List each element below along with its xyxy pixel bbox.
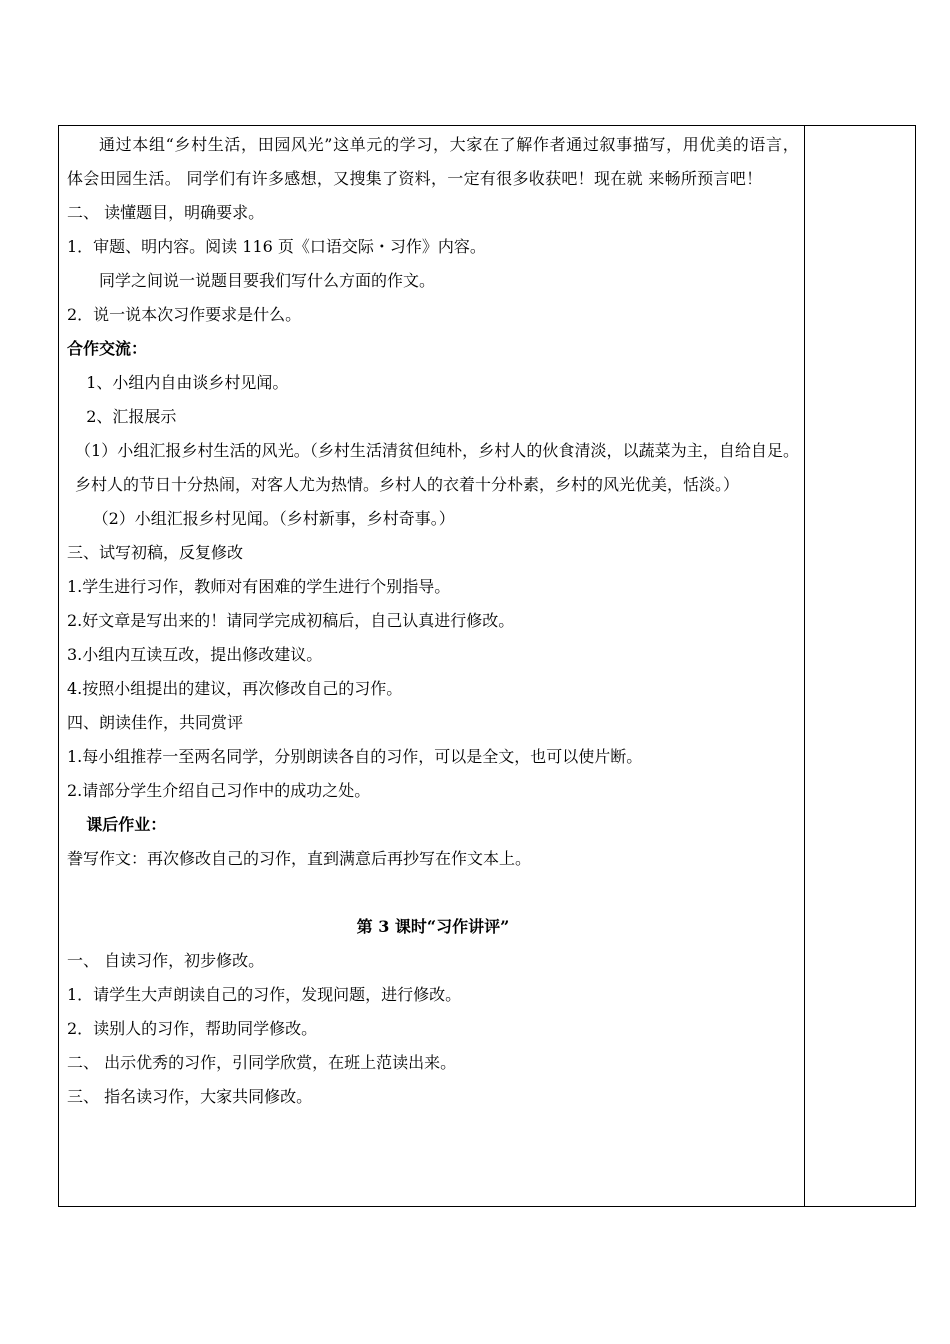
section-3-item-2: 2.好文章是写出来的！请同学完成初稿后，自己认真进行修改。 [67,611,515,630]
lesson-3-item-1-1: 1．请学生大声朗读自己的习作，发现问题，进行修改。 [67,985,462,1004]
section-3-heading: 三、试写初稿，反复修改 [67,543,244,562]
cooperation-item-2-2: （2）小组汇报乡村见闻。（乡村新事，乡村奇事。） [92,509,455,528]
cooperation-item-2: 2、汇报展示 [86,407,177,426]
lesson-plan-table [58,125,916,1207]
section-2-item-1-detail: 同学之间说一说题目要我们写什么方面的作文。 [99,271,436,290]
section-2-item-1: 1．审题、明内容。阅读 116 页《口语交际・习作》内容。 [67,237,486,256]
cooperation-item-2-1: （1）小组汇报乡村生活的风光。（乡村生活清贫但纯朴，乡村人的伙食清淡，以蔬菜为主，自给自足。乡村人的节日十分热闹，对客人尤为热情。乡村人的衣着十分朴素，乡村的风光优美，恬淡。） [75,441,799,494]
section-3-item-3: 3.小组内互读互改，提出修改建议。 [67,645,323,664]
lesson-3-item-1-2: 2．读别人的习作，帮助同学修改。 [67,1019,318,1038]
section-4-item-1: 1.每小组推荐一至两名同学，分别朗读各自的习作，可以是全文，也可以使片断。 [67,747,643,766]
section-3-item-4: 4.按照小组提出的建议，再次修改自己的习作。 [67,679,403,698]
lesson-3-item-1: 一、 自读习作，初步修改。 [67,951,265,970]
lesson-3-item-2: 二、 出示优秀的习作，引同学欣赏，在班上范读出来。 [67,1053,457,1072]
notes-cell [805,126,915,1206]
lesson-3-title: 第 3 课时“习作讲评” [356,917,510,936]
main-content-cell [59,126,805,1206]
intro-paragraph: 通过本组“乡村生活，田园风光”这单元的学习，大家在了解作者通过叙事描写，用优美的语言，体会田园生活。 同学们有许多感想，又搜集了资料，一定有很多收获吧！现在就 来畅所预言吧！ [67,135,799,188]
section-3-item-1: 1.学生进行习作，教师对有困难的学生进行个别指导。 [67,577,451,596]
section-4-heading: 四、朗读佳作，共同赏评 [67,713,244,732]
homework-heading: 课后作业： [86,815,167,834]
section-2-heading: 二、 读懂题目，明确要求。 [67,203,265,222]
homework-text: 誊写作文：再次修改自己的习作，直到满意后再抄写在作文本上。 [67,849,532,868]
lesson-content [67,128,799,1114]
section-2-item-2: 2．说一说本次习作要求是什么。 [67,305,302,324]
section-4-item-2: 2.请部分学生介绍自己习作中的成功之处。 [67,781,371,800]
lesson-3-item-3: 三、 指名读习作，大家共同修改。 [67,1087,313,1106]
cooperation-item-1: 1、小组内自由谈乡村见闻。 [86,373,289,392]
blank-line [67,876,799,910]
cooperation-heading: 合作交流： [67,339,148,358]
